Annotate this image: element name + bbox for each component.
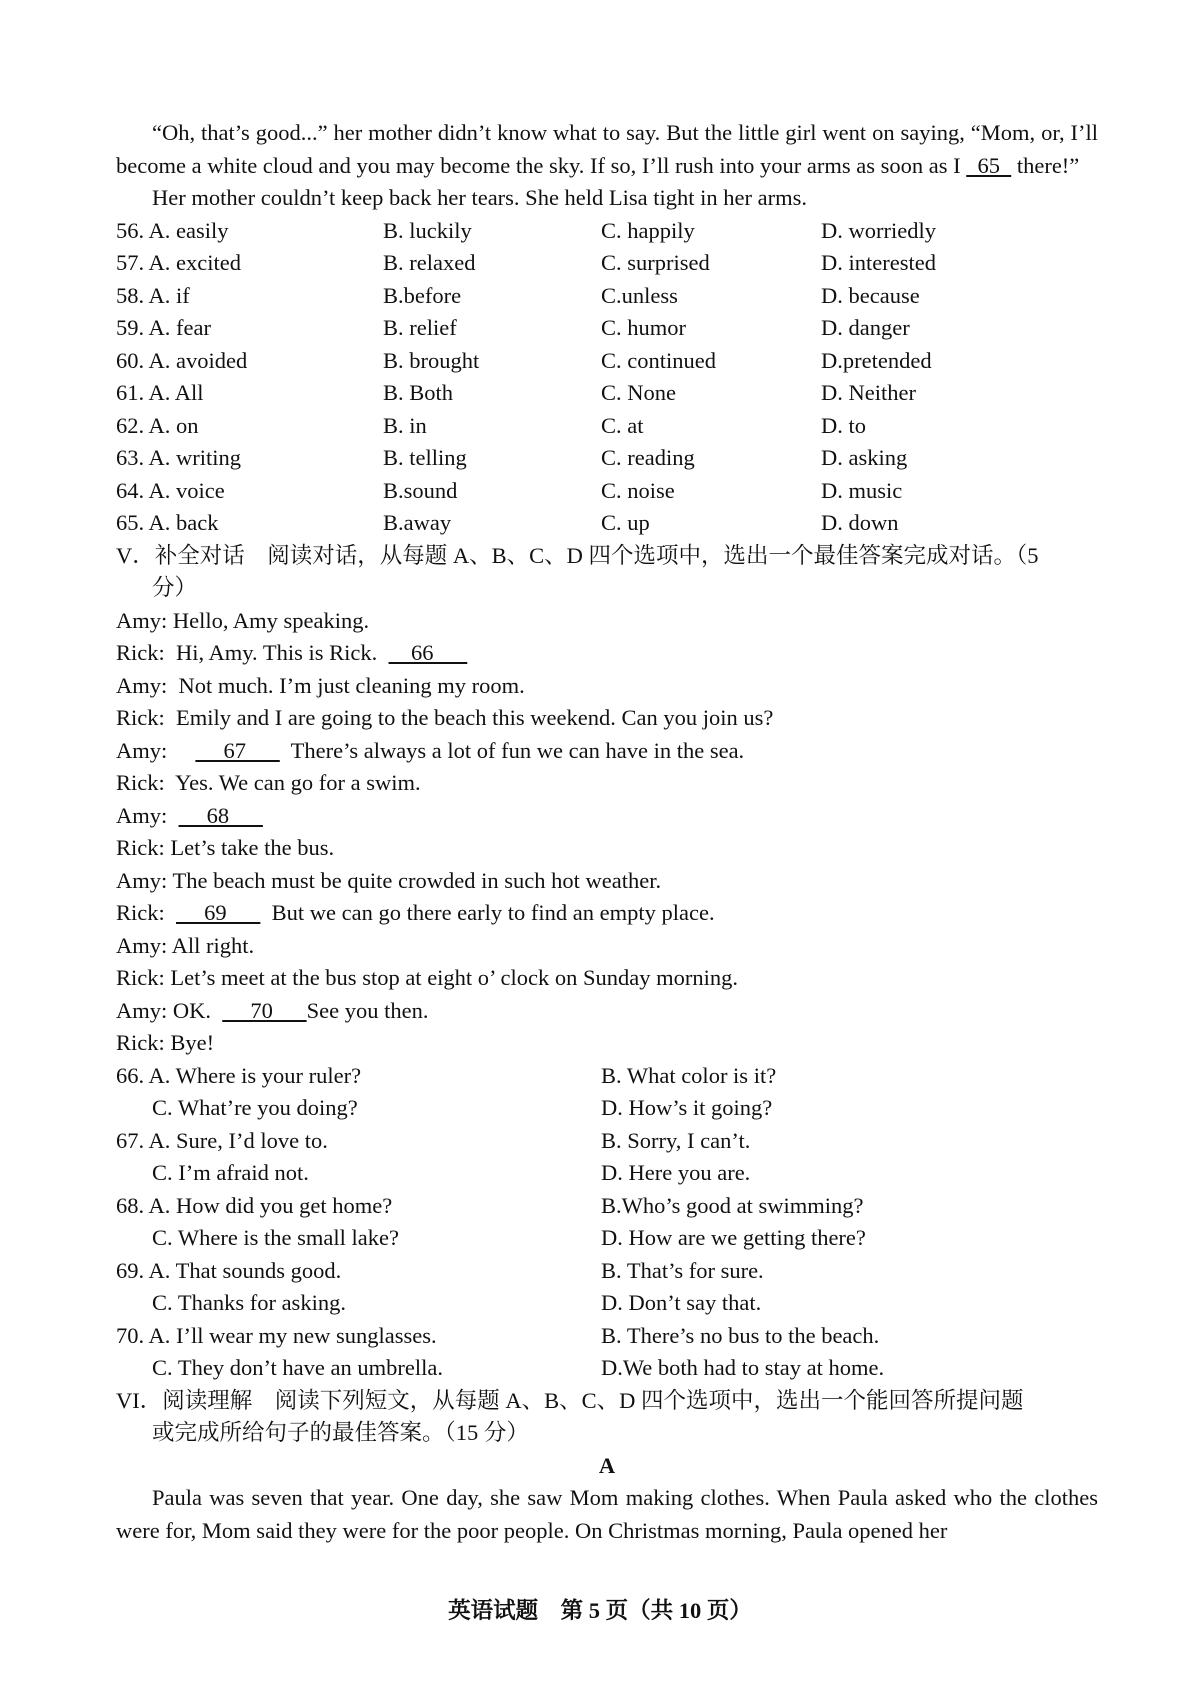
- option-row: [116, 1287, 1098, 1320]
- option-b: B. in: [383, 412, 427, 438]
- option-row: [116, 1352, 1098, 1385]
- dialogue-line: Amy: Hello, Amy speaking.: [116, 607, 370, 633]
- section-heading-line: V．补全对话 阅读对话，从每题 A、B、C、D 四个选项中，选出一个最佳答案完成对话。（5: [116, 542, 1039, 568]
- option-a: 67. A. Sure, I’d love to.: [116, 1127, 328, 1153]
- option-row: [116, 1190, 1098, 1223]
- question-row: [116, 410, 1098, 443]
- option-d: D. Neither: [821, 380, 916, 405]
- option-c: C. surprised: [601, 250, 710, 275]
- option-c: C. continued: [601, 347, 716, 373]
- blank-66: 66: [388, 640, 468, 665]
- option-a: 63. A. writing: [116, 445, 242, 470]
- option-c: C. None: [601, 380, 676, 405]
- passage-a-text: Paula was seven that year. One day, she saw Mom making clothes. When Paula asked who the clothes were for, Mom said they were for the poor people. On Christmas morning, Paula opened her: [116, 1485, 1098, 1543]
- option-b: B. telling: [383, 445, 467, 470]
- question-row: [116, 312, 1098, 345]
- option-row: [116, 1060, 1098, 1093]
- dialogue-options: [116, 1060, 1098, 1385]
- option-b: B. That’s for sure.: [601, 1257, 764, 1283]
- option-b: B.sound: [383, 477, 458, 503]
- question-row: [116, 345, 1098, 378]
- dialogue-line: Amy: Not much. I’m just cleaning my room.: [116, 672, 525, 698]
- option-a: 56. A. easily: [116, 217, 229, 243]
- section-heading-line: VI．阅读理解 阅读下列短文，从每题 A、B、C、D 四个选项中，选出一个能回答所提问题: [116, 1387, 1024, 1413]
- option-a: 64. A. voice: [116, 477, 225, 503]
- option-row: [116, 1255, 1098, 1288]
- story-paragraph-2: Her mother couldn’t keep back her tears. She held Lisa tight in her arms.: [152, 185, 808, 210]
- option-c: C. Thanks for asking.: [152, 1290, 346, 1315]
- option-d: D. down: [821, 510, 899, 535]
- dialogue-line: Rick: Yes. We can go for a swim.: [116, 770, 421, 795]
- option-c: C. Where is the small lake?: [152, 1225, 400, 1250]
- option-c: C. happily: [601, 217, 695, 243]
- question-row: [116, 442, 1098, 475]
- dialogue-line: Rick: Let’s take the bus.: [116, 835, 335, 860]
- dialogue-line: Rick: 69 But we can go there early to find an empty place.: [116, 900, 715, 925]
- option-c: C. humor: [601, 315, 687, 340]
- option-a: 57. A. excited: [116, 250, 241, 275]
- option-a: 68. A. How did you get home?: [116, 1192, 393, 1218]
- option-d: D. Don’t say that.: [601, 1290, 762, 1315]
- option-c: C.unless: [601, 282, 678, 308]
- option-a: 62. A. on: [116, 412, 199, 438]
- option-b: B. relaxed: [383, 250, 476, 275]
- option-b: B. There’s no bus to the beach.: [601, 1322, 880, 1348]
- question-row: [116, 475, 1098, 508]
- blank-68: 68: [178, 802, 263, 828]
- section-6-heading: [116, 1385, 1098, 1450]
- option-c: C. at: [601, 412, 644, 438]
- option-a: 66. A. Where is your ruler?: [116, 1062, 362, 1088]
- option-d: D. interested: [821, 250, 936, 275]
- option-a: 61. A. All: [116, 380, 204, 405]
- option-d: D.pretended: [821, 347, 932, 373]
- dialogue-line: Amy: The beach must be quite crowded in such hot weather.: [116, 867, 662, 893]
- option-row: [116, 1125, 1098, 1158]
- story-text-end: there!”: [1011, 152, 1080, 178]
- option-a: 70. A. I’ll wear my new sunglasses.: [116, 1322, 437, 1348]
- blank-69: 69: [176, 900, 261, 925]
- section-heading-line: 分）: [152, 575, 198, 600]
- option-d: D. danger: [821, 315, 910, 340]
- dialogue-line: Amy: 68: [116, 802, 263, 828]
- option-row: [116, 1320, 1098, 1353]
- page-footer: 英语试题 第 5 页（共 10 页）: [448, 1598, 752, 1623]
- option-c: C. What’re you doing?: [152, 1095, 358, 1120]
- dialogue-line: Amy: OK. 70 See you then.: [116, 997, 429, 1023]
- dialogue-line: Amy: All right.: [116, 932, 255, 958]
- page-content: [116, 117, 1098, 1547]
- option-b: B.Who’s good at swimming?: [601, 1192, 864, 1218]
- option-row: [116, 1092, 1098, 1125]
- dialogue-line: Rick: Emily and I are going to the beach this weekend. Can you join us?: [116, 705, 774, 730]
- option-d: D. asking: [821, 445, 908, 470]
- option-d: D. Here you are.: [601, 1160, 751, 1185]
- question-row: [116, 280, 1098, 313]
- option-b: B. relief: [383, 315, 457, 340]
- option-a: 65. A. back: [116, 510, 219, 535]
- cloze-options: [116, 215, 1098, 540]
- blank-65: 65: [966, 152, 1012, 178]
- dialogue-line: Rick: Bye!: [116, 1030, 215, 1055]
- dialogue-line: Rick: Hi, Amy. This is Rick. 66: [116, 640, 468, 665]
- blank-70: 70: [222, 997, 307, 1023]
- option-b: B.before: [383, 282, 462, 308]
- option-b: B. What color is it?: [601, 1062, 777, 1088]
- option-d: D. How’s it going?: [601, 1095, 773, 1120]
- option-a: 69. A. That sounds good.: [116, 1257, 342, 1283]
- story-paragraph-1: [116, 117, 1098, 182]
- section-5-heading: [116, 540, 1098, 605]
- option-c: C. up: [601, 510, 650, 535]
- option-a: 59. A. fear: [116, 315, 211, 340]
- option-b: B.away: [383, 510, 452, 535]
- blank-67: 67: [195, 737, 280, 763]
- option-a: 58. A. if: [116, 282, 190, 308]
- question-row: [116, 507, 1098, 540]
- option-c: C. reading: [601, 445, 695, 470]
- option-d: D. worriedly: [821, 217, 936, 243]
- option-b: B. brought: [383, 347, 480, 373]
- story-text: “Oh, that’s good...” her mother didn’t know what to say. But the little girl went on saying, “Mom, or, I’ll become a white cloud and you may become the sky. If so, I’ll rush into your arms as soon as I: [116, 120, 1098, 178]
- option-d: D. because: [821, 282, 920, 308]
- option-c: C. They don’t have an umbrella.: [152, 1355, 443, 1380]
- section-heading-line: 或完成所给句子的最佳答案。（15 分）: [152, 1420, 529, 1445]
- option-d: D. How are we getting there?: [601, 1225, 866, 1250]
- question-row: [116, 247, 1098, 280]
- question-row: [116, 215, 1098, 248]
- option-d: D. music: [821, 477, 903, 503]
- option-row: [116, 1157, 1098, 1190]
- option-b: B. Both: [383, 380, 454, 405]
- option-b: B. luckily: [383, 217, 472, 243]
- question-row: [116, 377, 1098, 410]
- option-d: D.We both had to stay at home.: [601, 1355, 885, 1380]
- dialogue-line: Amy: 67 There’s always a lot of fun we can have in the sea.: [116, 737, 745, 763]
- dialogue-line: Rick: Let’s meet at the bus stop at eight o’ clock on Sunday morning.: [116, 965, 738, 990]
- passage-heading: A: [598, 1452, 616, 1478]
- option-c: C. I’m afraid not.: [152, 1160, 309, 1185]
- option-c: C. noise: [601, 477, 675, 503]
- option-a: 60. A. avoided: [116, 347, 248, 373]
- option-b: B. Sorry, I can’t.: [601, 1127, 751, 1153]
- option-row: [116, 1222, 1098, 1255]
- option-d: D. to: [821, 412, 866, 438]
- dialogue: [116, 605, 1098, 1060]
